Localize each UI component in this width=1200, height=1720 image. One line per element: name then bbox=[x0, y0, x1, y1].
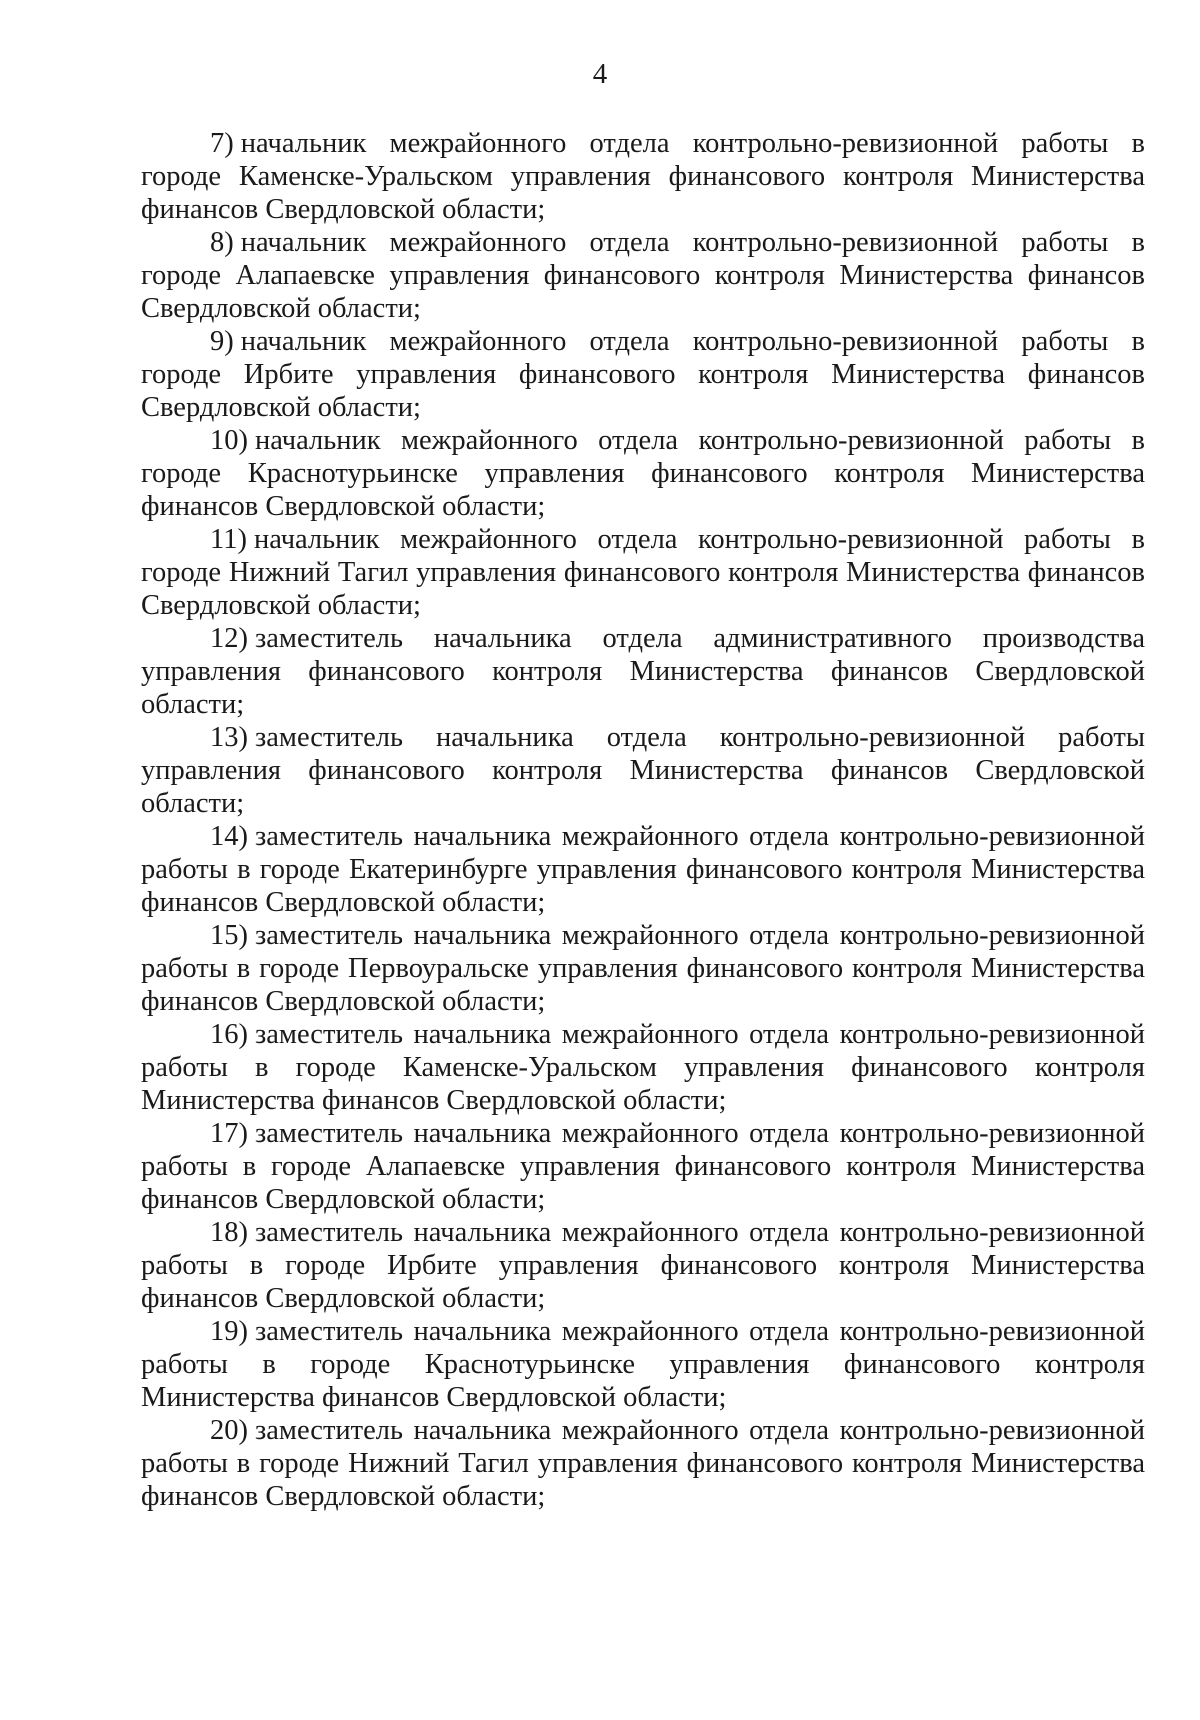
item-number: 17) bbox=[210, 1118, 248, 1149]
item-number: 8) bbox=[210, 227, 234, 258]
item-number: 7) bbox=[210, 128, 234, 159]
item-number: 14) bbox=[210, 821, 248, 852]
item-number: 16) bbox=[210, 1019, 248, 1050]
list-item bbox=[141, 622, 1145, 721]
item-text: заместитель начальника отдела административного производства управления финансового контроля Министерства финансов Свердловской области; bbox=[141, 623, 1145, 720]
item-text: заместитель начальника межрайонного отдела контрольно-ревизионной работы в городе Алапаевске управления финансового контроля Министерства финансов Свердловской области; bbox=[141, 1118, 1145, 1215]
item-number: 18) bbox=[210, 1217, 248, 1248]
list-item bbox=[141, 721, 1145, 820]
list-item bbox=[141, 523, 1145, 622]
item-number: 12) bbox=[210, 623, 248, 654]
list-item bbox=[141, 1117, 1145, 1216]
item-text: заместитель начальника межрайонного отдела контрольно-ревизионной работы в городе Первоуральске управления финансового контроля Министерства финансов Свердловской области; bbox=[141, 920, 1145, 1017]
list-item bbox=[141, 919, 1145, 1018]
page-number: 4 bbox=[592, 58, 608, 90]
item-text: заместитель начальника межрайонного отдела контрольно-ревизионной работы в городе Ирбите управления финансового контроля Министерства финансов Свердловской области; bbox=[141, 1217, 1145, 1314]
item-text: заместитель начальника отдела контрольно-ревизионной работы управления финансового контроля Министерства финансов Свердловской области; bbox=[141, 722, 1145, 819]
item-text: начальник межрайонного отдела контрольно-ревизионной работы в городе Ирбите управления финансового контроля Министерства финансов Свердловской области; bbox=[141, 326, 1145, 423]
list-item bbox=[141, 325, 1145, 424]
item-text: заместитель начальника межрайонного отдела контрольно-ревизионной работы в городе Краснотурьинске управления финансового контроля Министерства финансов Свердловской области; bbox=[141, 1316, 1145, 1413]
item-text: начальник межрайонного отдела контрольно-ревизионной работы в городе Каменске-Уральском управления финансового контроля Министерства финансов Свердловской области; bbox=[141, 128, 1145, 225]
item-number: 11) bbox=[210, 524, 247, 555]
list-item bbox=[141, 424, 1145, 523]
item-text: заместитель начальника межрайонного отдела контрольно-ревизионной работы в городе Екатеринбурге управления финансового контроля Министерства финансов Свердловской области; bbox=[141, 821, 1145, 918]
list-item bbox=[141, 820, 1145, 919]
item-text: заместитель начальника межрайонного отдела контрольно-ревизионной работы в городе Нижний Тагил управления финансового контроля Министерства финансов Свердловской области; bbox=[141, 1415, 1145, 1512]
item-text: начальник межрайонного отдела контрольно-ревизионной работы в городе Алапаевске управления финансового контроля Министерства финансов Свердловской области; bbox=[141, 227, 1145, 324]
list-item bbox=[141, 127, 1145, 226]
list-item bbox=[141, 1315, 1145, 1414]
item-text: заместитель начальника межрайонного отдела контрольно-ревизионной работы в городе Каменске-Уральском управления финансового контроля Министерства финансов Свердловской области; bbox=[141, 1019, 1145, 1116]
item-number: 20) bbox=[210, 1415, 248, 1446]
item-number: 10) bbox=[210, 425, 248, 456]
list-body bbox=[141, 127, 1145, 1513]
item-text: начальник межрайонного отдела контрольно-ревизионной работы в городе Краснотурьинске управления финансового контроля Министерства финансов Свердловской области; bbox=[141, 425, 1145, 522]
item-number: 15) bbox=[210, 920, 248, 951]
list-item bbox=[141, 1018, 1145, 1117]
item-number: 13) bbox=[210, 722, 248, 753]
item-number: 9) bbox=[210, 326, 234, 357]
list-item bbox=[141, 1216, 1145, 1315]
list-item bbox=[141, 226, 1145, 325]
list-item bbox=[141, 1414, 1145, 1513]
item-text: начальник межрайонного отдела контрольно-ревизионной работы в городе Нижний Тагил управления финансового контроля Министерства финансов Свердловской области; bbox=[141, 524, 1145, 621]
item-number: 19) bbox=[210, 1316, 248, 1347]
